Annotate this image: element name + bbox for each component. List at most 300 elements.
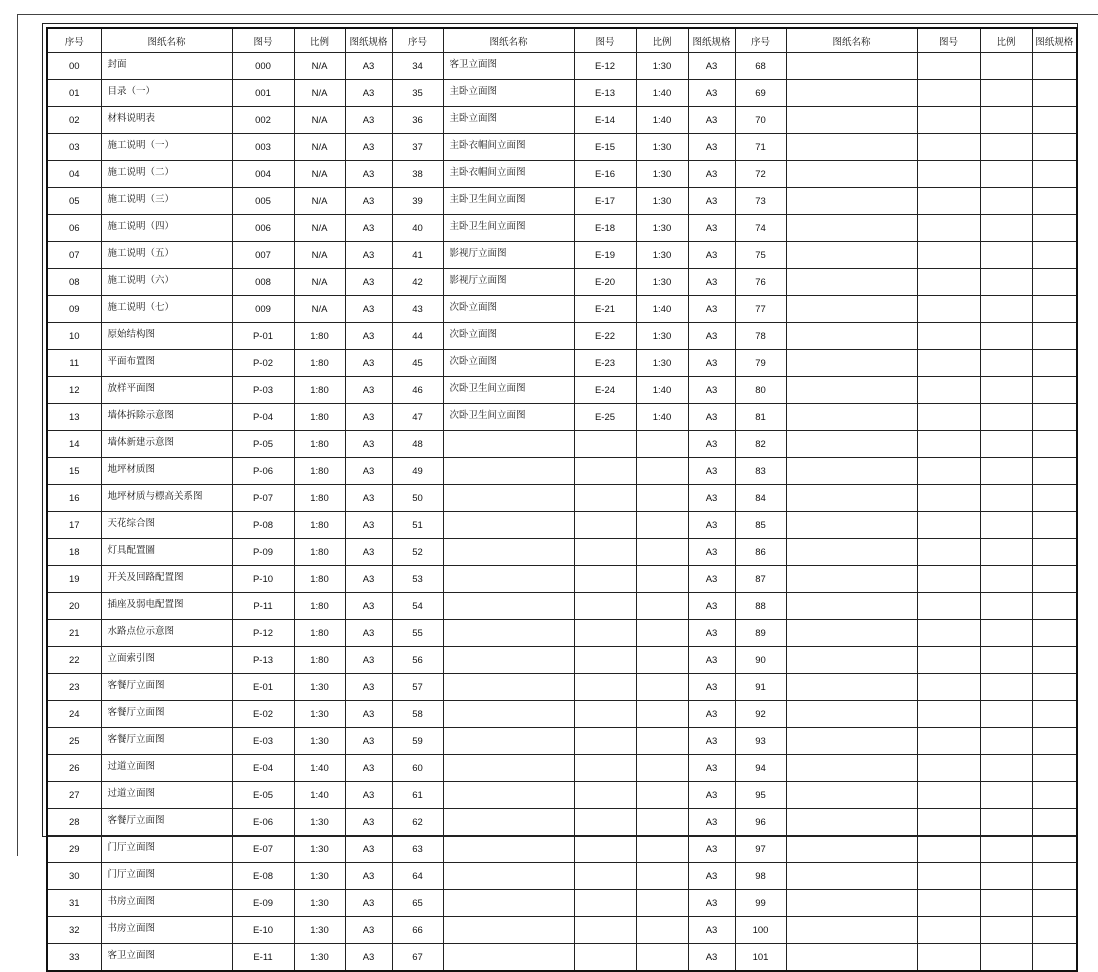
cell-scale: 1:30 bbox=[294, 728, 345, 755]
cell-seq: 83 bbox=[735, 458, 786, 485]
cell-scale bbox=[636, 890, 688, 917]
cell-size: A3 bbox=[345, 674, 392, 701]
cell-size: A3 bbox=[688, 350, 735, 377]
cell-drawing-no bbox=[574, 755, 636, 782]
cell-seq: 21 bbox=[47, 620, 101, 647]
cell-name bbox=[443, 593, 574, 620]
cell-seq: 02 bbox=[47, 107, 101, 134]
cell-seq: 12 bbox=[47, 377, 101, 404]
cell-drawing-no bbox=[917, 350, 980, 377]
cell-drawing-no: E-02 bbox=[232, 701, 294, 728]
cell-scale bbox=[980, 215, 1032, 242]
cell-size bbox=[1032, 566, 1077, 593]
cell-size bbox=[1032, 782, 1077, 809]
cell-size: A3 bbox=[345, 944, 392, 972]
cell-seq: 85 bbox=[735, 512, 786, 539]
cell-name bbox=[786, 350, 917, 377]
cell-drawing-no bbox=[917, 485, 980, 512]
cell-seq: 35 bbox=[392, 80, 443, 107]
cell-seq: 41 bbox=[392, 242, 443, 269]
cell-seq: 42 bbox=[392, 269, 443, 296]
cell-name bbox=[786, 431, 917, 458]
cell-size bbox=[1032, 620, 1077, 647]
table-row bbox=[47, 134, 1077, 161]
table-row bbox=[47, 836, 1077, 863]
cell-drawing-no: E-15 bbox=[574, 134, 636, 161]
cell-name: 平面布置图 bbox=[101, 350, 232, 377]
cell-name: 主卧卫生间立面图 bbox=[443, 188, 574, 215]
cell-size: A3 bbox=[688, 215, 735, 242]
cell-size bbox=[1032, 296, 1077, 323]
cell-scale: N/A bbox=[294, 80, 345, 107]
cell-scale: 1:80 bbox=[294, 485, 345, 512]
cell-name: 次卧立面图 bbox=[443, 323, 574, 350]
cell-drawing-no: E-25 bbox=[574, 404, 636, 431]
cell-name bbox=[786, 863, 917, 890]
cell-size: A3 bbox=[688, 431, 735, 458]
table-row bbox=[47, 269, 1077, 296]
cell-name: 次卧立面图 bbox=[443, 350, 574, 377]
cell-scale bbox=[980, 890, 1032, 917]
cell-size: A3 bbox=[688, 80, 735, 107]
cell-scale: 1:30 bbox=[294, 809, 345, 836]
table-row bbox=[47, 917, 1077, 944]
cell-size bbox=[1032, 269, 1077, 296]
cell-size: A3 bbox=[345, 701, 392, 728]
cell-drawing-no: 007 bbox=[232, 242, 294, 269]
cell-scale bbox=[980, 350, 1032, 377]
cell-drawing-no: E-06 bbox=[232, 809, 294, 836]
cell-size: A3 bbox=[345, 404, 392, 431]
cell-seq: 55 bbox=[392, 620, 443, 647]
cell-scale: 1:40 bbox=[636, 377, 688, 404]
cell-size bbox=[1032, 107, 1077, 134]
cell-scale bbox=[980, 53, 1032, 80]
cell-scale bbox=[980, 512, 1032, 539]
cell-scale: 1:30 bbox=[636, 242, 688, 269]
table-row bbox=[47, 782, 1077, 809]
cell-size bbox=[1032, 404, 1077, 431]
cell-drawing-no: P-10 bbox=[232, 566, 294, 593]
cell-drawing-no bbox=[917, 782, 980, 809]
cell-drawing-no bbox=[917, 917, 980, 944]
column-header: 图纸名称 bbox=[443, 28, 574, 53]
cell-scale bbox=[980, 620, 1032, 647]
cell-drawing-no bbox=[917, 620, 980, 647]
cell-name bbox=[786, 539, 917, 566]
table-row bbox=[47, 296, 1077, 323]
cell-seq: 75 bbox=[735, 242, 786, 269]
cell-name: 墙体新建示意图 bbox=[101, 431, 232, 458]
cell-seq: 34 bbox=[392, 53, 443, 80]
cell-seq: 33 bbox=[47, 944, 101, 972]
cell-name bbox=[786, 566, 917, 593]
cell-size: A3 bbox=[688, 674, 735, 701]
cell-drawing-no: E-03 bbox=[232, 728, 294, 755]
cell-name: 封面 bbox=[101, 53, 232, 80]
cell-drawing-no: E-21 bbox=[574, 296, 636, 323]
cell-drawing-no: E-17 bbox=[574, 188, 636, 215]
cell-size bbox=[1032, 809, 1077, 836]
cell-size: A3 bbox=[688, 134, 735, 161]
cell-size: A3 bbox=[688, 782, 735, 809]
cell-size bbox=[1032, 53, 1077, 80]
cell-scale bbox=[980, 485, 1032, 512]
cell-seq: 38 bbox=[392, 161, 443, 188]
cell-name bbox=[786, 269, 917, 296]
cell-drawing-no bbox=[917, 890, 980, 917]
cell-seq: 94 bbox=[735, 755, 786, 782]
cell-size: A3 bbox=[345, 539, 392, 566]
cell-drawing-no: P-12 bbox=[232, 620, 294, 647]
cell-drawing-no bbox=[917, 755, 980, 782]
cell-scale: 1:30 bbox=[636, 161, 688, 188]
cell-name: 过道立面图 bbox=[101, 782, 232, 809]
cell-seq: 28 bbox=[47, 809, 101, 836]
cell-drawing-no: E-22 bbox=[574, 323, 636, 350]
cell-size: A3 bbox=[345, 269, 392, 296]
cell-seq: 11 bbox=[47, 350, 101, 377]
column-header: 图纸规格 bbox=[688, 28, 735, 53]
cell-seq: 61 bbox=[392, 782, 443, 809]
cell-seq: 32 bbox=[47, 917, 101, 944]
cell-size: A3 bbox=[688, 188, 735, 215]
table-row bbox=[47, 242, 1077, 269]
cell-seq: 00 bbox=[47, 53, 101, 80]
cell-size: A3 bbox=[688, 566, 735, 593]
cell-name: 施工说明（二） bbox=[101, 161, 232, 188]
cell-seq: 27 bbox=[47, 782, 101, 809]
cell-seq: 51 bbox=[392, 512, 443, 539]
cell-size bbox=[1032, 377, 1077, 404]
cell-scale bbox=[636, 458, 688, 485]
cell-scale bbox=[636, 485, 688, 512]
cell-drawing-no: E-04 bbox=[232, 755, 294, 782]
cell-size: A3 bbox=[688, 296, 735, 323]
cell-drawing-no: P-01 bbox=[232, 323, 294, 350]
cell-scale: 1:80 bbox=[294, 620, 345, 647]
table-row bbox=[47, 809, 1077, 836]
table-row bbox=[47, 566, 1077, 593]
cell-drawing-no: P-02 bbox=[232, 350, 294, 377]
cell-seq: 92 bbox=[735, 701, 786, 728]
cell-scale: 1:80 bbox=[294, 404, 345, 431]
table-row bbox=[47, 377, 1077, 404]
cell-scale bbox=[636, 566, 688, 593]
cell-scale bbox=[980, 944, 1032, 972]
cell-scale: 1:80 bbox=[294, 458, 345, 485]
cell-name bbox=[786, 134, 917, 161]
cell-size: A3 bbox=[688, 944, 735, 972]
cell-scale bbox=[636, 944, 688, 972]
cell-name: 施工说明（一） bbox=[101, 134, 232, 161]
cell-name bbox=[443, 485, 574, 512]
cell-scale bbox=[980, 701, 1032, 728]
cell-scale: 1:80 bbox=[294, 350, 345, 377]
cell-name bbox=[786, 755, 917, 782]
cell-drawing-no bbox=[574, 674, 636, 701]
column-header: 图纸名称 bbox=[101, 28, 232, 53]
cell-size bbox=[1032, 917, 1077, 944]
cell-size bbox=[1032, 755, 1077, 782]
cell-scale bbox=[980, 404, 1032, 431]
column-header: 比例 bbox=[294, 28, 345, 53]
cell-name bbox=[443, 701, 574, 728]
cell-size bbox=[1032, 323, 1077, 350]
cell-scale bbox=[636, 755, 688, 782]
cell-seq: 43 bbox=[392, 296, 443, 323]
cell-scale: 1:40 bbox=[294, 782, 345, 809]
cell-name: 主卧衣帽间立面图 bbox=[443, 134, 574, 161]
cell-seq: 54 bbox=[392, 593, 443, 620]
cell-seq: 18 bbox=[47, 539, 101, 566]
cell-drawing-no: 006 bbox=[232, 215, 294, 242]
cell-seq: 29 bbox=[47, 836, 101, 863]
cell-name bbox=[786, 188, 917, 215]
cell-seq: 87 bbox=[735, 566, 786, 593]
table-row bbox=[47, 944, 1077, 972]
cell-scale: 1:80 bbox=[294, 539, 345, 566]
table-row bbox=[47, 701, 1077, 728]
cell-seq: 40 bbox=[392, 215, 443, 242]
cell-size bbox=[1032, 674, 1077, 701]
cell-scale bbox=[980, 431, 1032, 458]
table-row bbox=[47, 593, 1077, 620]
drawing-index-sheet bbox=[42, 23, 1078, 963]
cell-name: 次卧卫生间立面图 bbox=[443, 377, 574, 404]
cell-size bbox=[1032, 647, 1077, 674]
cell-scale: N/A bbox=[294, 269, 345, 296]
cell-name: 主卧衣帽间立面图 bbox=[443, 161, 574, 188]
cell-drawing-no bbox=[574, 485, 636, 512]
cell-size bbox=[1032, 539, 1077, 566]
cell-seq: 89 bbox=[735, 620, 786, 647]
cell-name bbox=[786, 161, 917, 188]
cell-drawing-no: E-13 bbox=[574, 80, 636, 107]
cell-seq: 50 bbox=[392, 485, 443, 512]
cell-seq: 86 bbox=[735, 539, 786, 566]
cell-scale bbox=[980, 566, 1032, 593]
cell-name: 开关及回路配置图 bbox=[101, 566, 232, 593]
cell-drawing-no: E-24 bbox=[574, 377, 636, 404]
cell-seq: 78 bbox=[735, 323, 786, 350]
cell-scale: 1:30 bbox=[294, 863, 345, 890]
cell-drawing-no bbox=[574, 728, 636, 755]
cell-drawing-no bbox=[574, 836, 636, 863]
cell-name: 客卫立面图 bbox=[101, 944, 232, 972]
cell-drawing-no bbox=[574, 512, 636, 539]
cell-drawing-no: E-09 bbox=[232, 890, 294, 917]
cell-seq: 20 bbox=[47, 593, 101, 620]
cell-size bbox=[1032, 863, 1077, 890]
cell-size: A3 bbox=[345, 323, 392, 350]
column-header: 序号 bbox=[392, 28, 443, 53]
column-header: 图纸规格 bbox=[345, 28, 392, 53]
cell-scale bbox=[980, 539, 1032, 566]
cell-name bbox=[786, 890, 917, 917]
cell-scale bbox=[980, 107, 1032, 134]
cell-drawing-no: E-07 bbox=[232, 836, 294, 863]
cell-drawing-no: P-04 bbox=[232, 404, 294, 431]
cell-drawing-no bbox=[574, 566, 636, 593]
cell-size bbox=[1032, 890, 1077, 917]
cell-name bbox=[786, 944, 917, 972]
cell-scale bbox=[636, 674, 688, 701]
cell-scale bbox=[980, 458, 1032, 485]
cell-size bbox=[1032, 134, 1077, 161]
cell-scale: N/A bbox=[294, 296, 345, 323]
cell-size: A3 bbox=[688, 458, 735, 485]
cell-size bbox=[1032, 161, 1077, 188]
cell-scale: N/A bbox=[294, 53, 345, 80]
cell-scale: N/A bbox=[294, 134, 345, 161]
cell-name: 门厅立面图 bbox=[101, 836, 232, 863]
cell-name: 地坪材质图 bbox=[101, 458, 232, 485]
table-row bbox=[47, 728, 1077, 755]
cell-name: 原始结构图 bbox=[101, 323, 232, 350]
cell-name bbox=[786, 512, 917, 539]
cell-scale: N/A bbox=[294, 188, 345, 215]
cell-size: A3 bbox=[345, 593, 392, 620]
cell-scale: 1:30 bbox=[636, 53, 688, 80]
cell-name bbox=[443, 566, 574, 593]
table-header-row bbox=[47, 28, 1077, 53]
column-header: 图纸规格 bbox=[1032, 28, 1077, 53]
cell-seq: 66 bbox=[392, 917, 443, 944]
cell-scale: 1:30 bbox=[636, 215, 688, 242]
cell-name bbox=[786, 215, 917, 242]
cell-size: A3 bbox=[688, 512, 735, 539]
cell-size bbox=[1032, 458, 1077, 485]
cell-drawing-no: P-07 bbox=[232, 485, 294, 512]
cell-size: A3 bbox=[688, 701, 735, 728]
table-row bbox=[47, 161, 1077, 188]
cell-drawing-no bbox=[917, 107, 980, 134]
cell-name bbox=[786, 620, 917, 647]
cell-seq: 90 bbox=[735, 647, 786, 674]
cell-drawing-no bbox=[574, 593, 636, 620]
cell-scale: 1:30 bbox=[636, 134, 688, 161]
cell-drawing-no bbox=[917, 269, 980, 296]
cell-scale bbox=[980, 647, 1032, 674]
cell-drawing-no bbox=[917, 593, 980, 620]
cell-size: A3 bbox=[688, 809, 735, 836]
cell-drawing-no: P-05 bbox=[232, 431, 294, 458]
column-header: 序号 bbox=[735, 28, 786, 53]
cell-drawing-no bbox=[574, 809, 636, 836]
cell-drawing-no bbox=[917, 242, 980, 269]
cell-size: A3 bbox=[688, 917, 735, 944]
cell-scale bbox=[980, 377, 1032, 404]
cell-drawing-no bbox=[917, 836, 980, 863]
cell-size: A3 bbox=[688, 755, 735, 782]
cell-scale bbox=[980, 782, 1032, 809]
cell-drawing-no: 005 bbox=[232, 188, 294, 215]
cell-seq: 07 bbox=[47, 242, 101, 269]
cell-seq: 73 bbox=[735, 188, 786, 215]
column-header: 图号 bbox=[917, 28, 980, 53]
cell-seq: 57 bbox=[392, 674, 443, 701]
cell-seq: 25 bbox=[47, 728, 101, 755]
cell-seq: 09 bbox=[47, 296, 101, 323]
cell-seq: 44 bbox=[392, 323, 443, 350]
cell-name bbox=[443, 917, 574, 944]
cell-seq: 81 bbox=[735, 404, 786, 431]
cell-name: 影视厅立面图 bbox=[443, 242, 574, 269]
cell-name bbox=[786, 377, 917, 404]
cell-drawing-no bbox=[574, 539, 636, 566]
cell-seq: 45 bbox=[392, 350, 443, 377]
cell-size: A3 bbox=[345, 647, 392, 674]
cell-scale: 1:40 bbox=[636, 80, 688, 107]
table-row bbox=[47, 107, 1077, 134]
cell-seq: 67 bbox=[392, 944, 443, 972]
cell-name bbox=[786, 296, 917, 323]
cell-name bbox=[443, 512, 574, 539]
cell-seq: 88 bbox=[735, 593, 786, 620]
cell-drawing-no bbox=[917, 377, 980, 404]
column-header: 比例 bbox=[636, 28, 688, 53]
cell-size bbox=[1032, 350, 1077, 377]
cell-name bbox=[786, 53, 917, 80]
cell-name bbox=[786, 701, 917, 728]
cell-seq: 47 bbox=[392, 404, 443, 431]
cell-seq: 91 bbox=[735, 674, 786, 701]
cell-seq: 69 bbox=[735, 80, 786, 107]
column-header: 图号 bbox=[232, 28, 294, 53]
cell-size bbox=[1032, 431, 1077, 458]
cell-drawing-no: E-05 bbox=[232, 782, 294, 809]
table-row bbox=[47, 863, 1077, 890]
cell-drawing-no: E-11 bbox=[232, 944, 294, 972]
cell-size: A3 bbox=[345, 80, 392, 107]
cell-size: A3 bbox=[688, 728, 735, 755]
cell-name: 客餐厅立面图 bbox=[101, 674, 232, 701]
cell-seq: 24 bbox=[47, 701, 101, 728]
cell-drawing-no bbox=[574, 782, 636, 809]
cell-size: A3 bbox=[688, 890, 735, 917]
cell-name: 施工说明（六） bbox=[101, 269, 232, 296]
cell-size: A3 bbox=[345, 863, 392, 890]
cell-name bbox=[786, 323, 917, 350]
cell-seq: 84 bbox=[735, 485, 786, 512]
cell-seq: 06 bbox=[47, 215, 101, 242]
cell-name bbox=[786, 674, 917, 701]
cell-drawing-no bbox=[917, 404, 980, 431]
cell-name bbox=[786, 242, 917, 269]
cell-scale bbox=[636, 593, 688, 620]
cell-seq: 03 bbox=[47, 134, 101, 161]
cell-name: 书房立面图 bbox=[101, 917, 232, 944]
cell-drawing-no bbox=[574, 944, 636, 972]
cell-seq: 60 bbox=[392, 755, 443, 782]
table-row bbox=[47, 485, 1077, 512]
cell-scale bbox=[980, 134, 1032, 161]
cell-drawing-no bbox=[917, 701, 980, 728]
cell-name: 客餐厅立面图 bbox=[101, 701, 232, 728]
cell-scale: 1:80 bbox=[294, 512, 345, 539]
cell-scale bbox=[636, 620, 688, 647]
cell-drawing-no bbox=[917, 458, 980, 485]
cell-size: A3 bbox=[345, 188, 392, 215]
cell-size: A3 bbox=[345, 836, 392, 863]
cell-drawing-no: 000 bbox=[232, 53, 294, 80]
cell-name bbox=[443, 674, 574, 701]
cell-size bbox=[1032, 836, 1077, 863]
cell-drawing-no bbox=[917, 512, 980, 539]
cell-scale: 1:30 bbox=[636, 269, 688, 296]
cell-scale: 1:30 bbox=[294, 890, 345, 917]
